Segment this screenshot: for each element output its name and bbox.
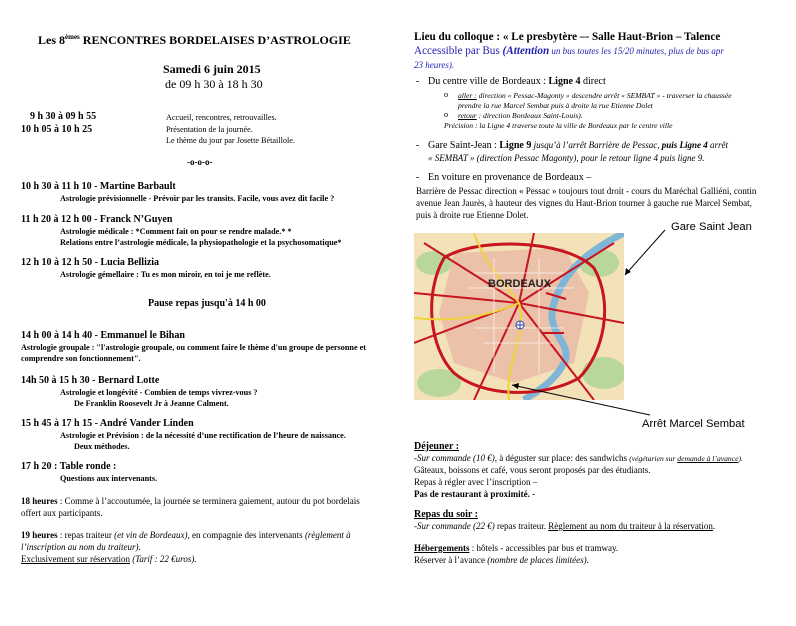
route-city-center: Du centre ville de Bordeaux : Ligne 4 direct [428, 76, 606, 87]
event-date: Samedi 6 juin 2015 [163, 62, 261, 76]
bullet-dash: - [416, 76, 420, 87]
talk-line: De Franklin Roosevelt Jr à Jeanne Calment. [74, 399, 229, 408]
lunch-line-3: Repas à régler avec l’inscription – [414, 477, 538, 487]
route-car-1: Barrière de Pessac direction « Pessac » toujours tout droit - cours du Maréchal Galliéni, contin [416, 186, 757, 196]
dinner-paragraph-3: Exclusivement sur réservation (Tarif : 22 €uros). [21, 554, 197, 564]
route-outbound: aller : direction « Pessac-Magonty » descendre arrêt « SEMBAT » - traverser la chaussée [458, 91, 732, 100]
dinner-order: -Sur commande (22 €) repas traiteur. Règlement au nom du traiteur à la réservation. [414, 521, 716, 531]
lunch-line-4: Pas de restaurant à proximité. - [414, 489, 536, 499]
intro-time-2: 10 h 05 à 10 h 25 [21, 124, 93, 135]
separator: -o-o-o- [187, 157, 213, 167]
talk-line: comprendre son fonctionnement". [21, 354, 141, 363]
map-city-label: BORDEAUX [488, 278, 551, 290]
talk-line: Astrologie gémellaire : Tu es mon miroir, en toi je me reflète. [60, 270, 271, 279]
event-hours: de 09 h 30 à 18 h 30 [165, 77, 263, 91]
bus-access: Accessible par Bus (Attention un bus toutes les 15/20 minutes, plus de bus apr [414, 45, 724, 57]
closing-paragraph-2: offert aux participants. [21, 508, 103, 518]
talk-line: Astrologie groupale : "l'astrologie groupale, ou comment faire le thème d'un groupe de personne et [21, 343, 366, 352]
lunch-break: Pause repas jusqu'à 14 h 00 [148, 298, 266, 309]
route-precision: Précision : la Ligne 4 traverse toute la ville de Bordeaux par le centre ville [444, 121, 673, 130]
closing-paragraph: 18 heures : Comme à l’accoutumée, la journée se terminera gaiement, autour du pot bordelais [21, 496, 360, 506]
lunch-order: -Sur commande (10 €), à déguster sur place: des sandwichs (végétarien sur demande à l’avance). [414, 453, 743, 463]
bullet-dash: - [416, 172, 420, 183]
talk-line: Relations entre l’astrologie médicale, la physiopathologie et la psychosomatique* [60, 238, 342, 247]
dinner-heading: Repas du soir : [414, 509, 478, 520]
dinner-paragraph: 19 heures : repas traiteur (et vin de Bordeaux), en compagnie des intervenants (règlement à [21, 530, 351, 540]
talk-line: Questions aux intervenants. [60, 474, 158, 483]
bullet-circle: o [444, 90, 449, 99]
route-car: En voiture en provenance de Bordeaux – [428, 172, 592, 183]
talk-head: 10 h 30 à 11 h 10 - Martine Barbault [21, 181, 176, 192]
talk-head: 15 h 45 à 17 h 15 - André Vander Linden [21, 418, 194, 429]
label-arret-marcel-sembat: Arrêt Marcel Sembat [642, 418, 745, 430]
talk-head: 12 h 10 à 12 h 50 - Lucia Bellizia [21, 257, 160, 268]
lunch-heading: Déjeuner : [414, 441, 460, 452]
talk-head: 17 h 20 : Table ronde : [21, 461, 117, 472]
bullet-circle: o [444, 110, 449, 119]
talk-line: Astrologie et Prévision : de la nécessité d’une rectification de l’heure de naissance. [60, 431, 346, 440]
talk-head: 14 h 00 à 14 h 40 - Emmanuel le Bihan [21, 330, 185, 341]
route-return: retour : direction Bordeaux Saint-Louis). [458, 111, 583, 120]
bus-access-2: 23 heures). [414, 60, 455, 70]
bullet-dash: - [416, 140, 420, 151]
talk-line: Deux méthodes. [74, 442, 130, 451]
route-car-2: avenue Jean Jaurès, à hauteur des vignes du Haut-Brion tourner à gauche rue Marcel Sembat, [416, 198, 752, 208]
intro-time-1: 9 h 30 à 09 h 55 [30, 111, 97, 122]
event-title: Les 8èmes RENCONTRES BORDELAISES D’ASTROLOGIE [38, 33, 351, 47]
talk-line: Astrologie prévisionnelle - Prévoir par les transits. Facile, vous avez dit facile ? [60, 194, 335, 203]
talk-line: Astrologie et longévité - Combien de temps vivrez-vous ? [60, 388, 258, 397]
venue-title: Lieu du colloque : « Le presbytère –- Salle Haut-Brion – Talence [414, 31, 721, 43]
lodging-2: Réserver à l’avance (nombre de places limitées). [414, 555, 589, 565]
talk-line: Astrologie médicale : *Comment fait on pour se rendre malade.* * [60, 227, 292, 236]
lodging: Hébergements : hôtels - accessibles par bus et tramway. [414, 543, 619, 553]
intro-text-1: Accueil, rencontres, retrouvailles. [166, 113, 277, 122]
map-arrows [500, 220, 680, 430]
route-car-3: puis à droite rue Etienne Dolet. [416, 210, 529, 220]
route-station: Gare Saint-Jean : Ligne 9 jusqu’à l’arrêt Barrière de Pessac, puis Ligne 4 arrêt [428, 140, 728, 151]
route-outbound-2: prendre la rue Marcel Sembat puis à droite la rue Etienne Dolet [458, 101, 653, 110]
intro-text-2: Présentation de la journée. [166, 125, 253, 134]
route-station-2: « SEMBAT » (direction Pessac Magonty), pour le retour ligne 4 puis ligne 9. [428, 153, 705, 163]
talk-head: 14h 50 à 15 h 30 - Bernard Lotte [21, 375, 160, 386]
lunch-line-2: Gâteaux, boissons et café, vous seront proposés par des étudiants. [414, 465, 651, 475]
dinner-paragraph-2: l’inscription au nom du traiteur). [21, 542, 141, 552]
label-gare-saint-jean: Gare Saint Jean [671, 221, 752, 233]
intro-text-3: Le thème du jour par Josette Bétaillole. [166, 136, 295, 145]
talk-head: 11 h 20 à 12 h 00 - Franck N’Guyen [21, 214, 173, 225]
